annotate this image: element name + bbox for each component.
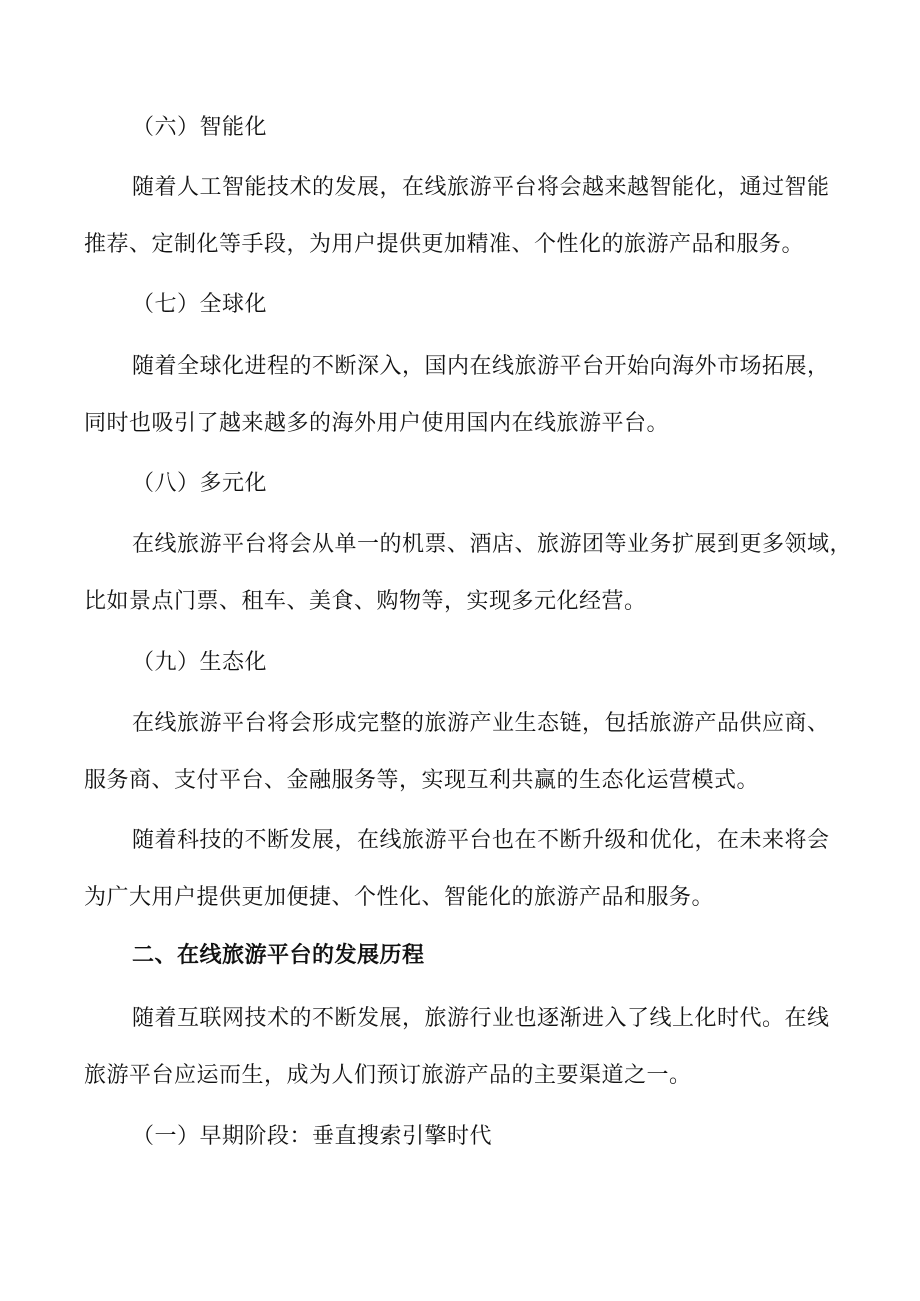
- paragraph-line: 随着人工智能技术的发展，在线旅游平台将会越来越智能化，通过智能: [132, 175, 830, 200]
- paragraph-line: 随着科技的不断发展，在线旅游平台也在不断升级和优化，在未来将会: [132, 828, 830, 853]
- heading-ecosystem: （九）生态化: [132, 650, 268, 675]
- paragraph-line: 在线旅游平台将会从单一的机票、酒店、旅游团等业务扩展到更多领域，: [132, 532, 853, 557]
- paragraph-line: 推荐、定制化等手段，为用户提供更加精准、个性化的旅游产品和服务。: [84, 232, 805, 257]
- paragraph-line: 为广大用户提供更加便捷、个性化、智能化的旅游产品和服务。: [84, 885, 715, 910]
- heading-early-stage: （一）早期阶段：垂直搜索引擎时代: [132, 1124, 493, 1149]
- heading-diversification: （八）多元化: [132, 471, 268, 496]
- heading-globalization: （七）全球化: [132, 292, 268, 317]
- heading-intelligent: （六）智能化: [132, 115, 268, 140]
- paragraph-line: 比如景点门票、租车、美食、购物等，实现多元化经营。: [84, 589, 647, 614]
- paragraph-line: 旅游平台应运而生，成为人们预订旅游产品的主要渠道之一。: [84, 1063, 692, 1088]
- paragraph-line: 随着互联网技术的不断发展，旅游行业也逐渐进入了线上化时代。在线: [132, 1006, 830, 1031]
- paragraph-line: 服务商、支付平台、金融服务等，实现互利共赢的生态化运营模式。: [84, 768, 760, 793]
- paragraph-line: 同时也吸引了越来越多的海外用户使用国内在线旅游平台。: [84, 411, 670, 436]
- paragraph-line: 在线旅游平台将会形成完整的旅游产业生态链，包括旅游产品供应商、: [132, 711, 830, 736]
- section-title: 二、在线旅游平台的发展历程: [132, 943, 425, 968]
- paragraph-line: 随着全球化进程的不断深入，国内在线旅游平台开始向海外市场拓展，: [132, 354, 830, 379]
